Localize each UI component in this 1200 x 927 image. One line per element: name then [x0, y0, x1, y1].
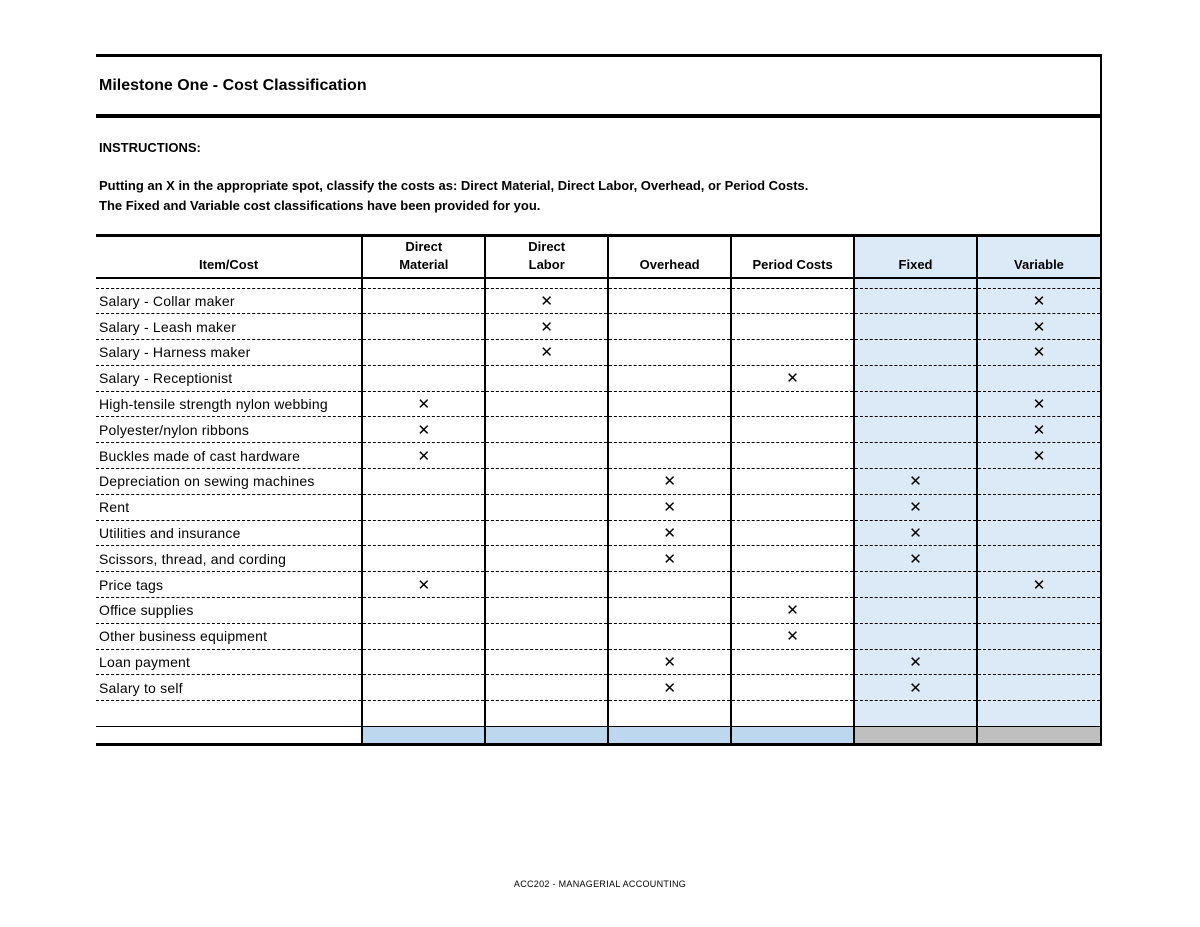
direct-material-cell[interactable] — [362, 314, 485, 340]
x-mark: ✕ — [909, 498, 922, 517]
period-costs-cell[interactable] — [731, 494, 854, 520]
period-costs-cell[interactable] — [731, 623, 854, 649]
x-mark: ✕ — [909, 524, 922, 543]
period-costs-cell[interactable] — [731, 443, 854, 469]
fixed-cell[interactable] — [854, 469, 977, 495]
x-mark: ✕ — [1032, 343, 1046, 362]
fixed-cell[interactable] — [854, 288, 977, 314]
variable-cell[interactable] — [977, 701, 1100, 727]
direct-material-cell[interactable] — [362, 391, 485, 417]
table-row — [96, 417, 1100, 443]
variable-cell[interactable] — [977, 649, 1100, 675]
table-row — [96, 675, 1100, 701]
fixed-cell[interactable] — [854, 649, 977, 675]
x-mark: ✕ — [909, 549, 922, 568]
item-cost-cell[interactable]: Price tags — [96, 572, 362, 598]
instructions-heading: INSTRUCTIONS: — [99, 140, 201, 155]
header-direct-labor — [485, 237, 608, 278]
item-cost-cell[interactable]: High-tensile strength nylon webbing — [96, 391, 362, 417]
table-row — [96, 391, 1100, 417]
overhead-cell[interactable] — [608, 675, 731, 701]
fixed-cell[interactable] — [854, 391, 977, 417]
variable-cell[interactable] — [977, 288, 1100, 314]
table-row — [96, 701, 1100, 727]
x-mark: ✕ — [909, 653, 922, 672]
fixed-cell[interactable] — [854, 340, 977, 366]
fixed-cell[interactable] — [854, 520, 977, 546]
x-mark: ✕ — [786, 627, 799, 646]
fixed-cell[interactable] — [854, 314, 977, 340]
instructions-line-1: Putting an X in the appropriate spot, classify the costs as: Direct Material, Direct Labor, Overhead, or Period Costs. — [99, 178, 809, 193]
direct-labor-cell[interactable] — [485, 469, 608, 495]
variable-cell[interactable] — [977, 469, 1100, 495]
variable-cell[interactable] — [977, 443, 1100, 469]
header-item-cost: Item/Cost — [96, 237, 362, 278]
spacer-cell — [608, 278, 731, 288]
overhead-cell[interactable] — [608, 649, 731, 675]
direct-labor-cell[interactable] — [485, 340, 608, 366]
header-direct-labor-line2: Labor — [528, 257, 565, 272]
x-mark: ✕ — [786, 601, 799, 620]
fixed-cell[interactable] — [854, 365, 977, 391]
direct-labor-cell[interactable] — [485, 598, 608, 624]
item-cost-cell[interactable] — [96, 701, 362, 727]
table-row — [96, 572, 1100, 598]
page-footer: ACC202 - MANAGERIAL ACCOUNTING — [513, 879, 687, 889]
totals-direct-labor-cell — [485, 727, 608, 745]
variable-cell[interactable] — [977, 494, 1100, 520]
item-cost-cell[interactable]: Salary - Collar maker — [96, 288, 362, 314]
fixed-cell[interactable] — [854, 623, 977, 649]
item-cost-cell[interactable]: Rent — [96, 494, 362, 520]
header-direct-material-line2: Material — [399, 257, 449, 272]
spacer-row — [96, 278, 1100, 288]
item-cost-cell[interactable]: Salary - Harness maker — [96, 340, 362, 366]
direct-labor-cell[interactable] — [485, 546, 608, 572]
period-costs-cell[interactable] — [731, 365, 854, 391]
table-row — [96, 288, 1100, 314]
spacer-cell — [731, 278, 854, 288]
table-row — [96, 340, 1100, 366]
overhead-cell[interactable] — [608, 443, 731, 469]
header-variable: Variable — [977, 237, 1100, 278]
fixed-cell[interactable] — [854, 572, 977, 598]
table-row — [96, 494, 1100, 520]
period-costs-cell[interactable] — [731, 546, 854, 572]
variable-cell[interactable] — [977, 340, 1100, 366]
item-cost-cell[interactable]: Office supplies — [96, 598, 362, 624]
x-mark: ✕ — [1032, 291, 1046, 310]
item-cost-cell[interactable]: Scissors, thread, and cording — [96, 546, 362, 572]
variable-cell[interactable] — [977, 675, 1100, 701]
direct-material-cell[interactable] — [362, 365, 485, 391]
table-row — [96, 314, 1100, 340]
variable-cell[interactable] — [977, 520, 1100, 546]
table-row — [96, 365, 1100, 391]
overhead-cell[interactable] — [608, 314, 731, 340]
table-row — [96, 649, 1100, 675]
cost-classification-table — [96, 237, 1100, 746]
x-mark: ✕ — [417, 446, 431, 465]
item-cost-cell[interactable]: Buckles made of cast hardware — [96, 443, 362, 469]
direct-labor-cell[interactable] — [485, 675, 608, 701]
fixed-cell[interactable] — [854, 598, 977, 624]
overhead-cell[interactable] — [608, 469, 731, 495]
period-costs-cell[interactable] — [731, 288, 854, 314]
variable-cell[interactable] — [977, 417, 1100, 443]
overhead-cell[interactable] — [608, 365, 731, 391]
overhead-cell[interactable] — [608, 417, 731, 443]
x-mark: ✕ — [1032, 420, 1046, 439]
overhead-cell[interactable] — [608, 623, 731, 649]
direct-labor-cell[interactable] — [485, 520, 608, 546]
x-mark: ✕ — [663, 498, 676, 517]
header-direct-labor-line1: Direct — [528, 239, 566, 254]
item-cost-cell[interactable]: Depreciation on sewing machines — [96, 469, 362, 495]
worksheet — [96, 54, 1102, 746]
direct-material-cell[interactable] — [362, 288, 485, 314]
spacer-cell — [977, 278, 1100, 288]
spacer-cell — [854, 278, 977, 288]
direct-material-cell[interactable] — [362, 572, 485, 598]
x-mark: ✕ — [540, 291, 553, 310]
table-row — [96, 520, 1100, 546]
totals-label-cell — [96, 727, 362, 745]
overhead-cell[interactable] — [608, 520, 731, 546]
header-period-costs: Period Costs — [731, 237, 854, 278]
direct-material-cell[interactable] — [362, 649, 485, 675]
totals-fixed-cell — [854, 727, 977, 745]
page-title: Milestone One - Cost Classification — [99, 76, 367, 94]
period-costs-cell[interactable] — [731, 675, 854, 701]
overhead-cell[interactable] — [608, 598, 731, 624]
period-costs-cell[interactable] — [731, 391, 854, 417]
overhead-cell[interactable] — [608, 288, 731, 314]
table-row — [96, 598, 1100, 624]
fixed-cell[interactable] — [854, 417, 977, 443]
x-mark: ✕ — [786, 369, 799, 388]
totals-overhead-cell — [608, 727, 731, 745]
x-mark: ✕ — [417, 395, 431, 414]
variable-cell[interactable] — [977, 572, 1100, 598]
period-costs-cell[interactable] — [731, 598, 854, 624]
fixed-cell[interactable] — [854, 546, 977, 572]
x-mark: ✕ — [1032, 395, 1046, 414]
totals-direct-material-cell — [362, 727, 485, 745]
spacer-cell — [362, 278, 485, 288]
fixed-cell[interactable] — [854, 675, 977, 701]
direct-material-cell[interactable] — [362, 443, 485, 469]
fixed-cell[interactable] — [854, 701, 977, 727]
title-row — [96, 57, 1100, 118]
variable-cell[interactable] — [977, 546, 1100, 572]
table-row — [96, 623, 1100, 649]
direct-material-cell[interactable] — [362, 675, 485, 701]
x-mark: ✕ — [663, 524, 676, 543]
variable-cell[interactable] — [977, 391, 1100, 417]
direct-material-cell[interactable] — [362, 417, 485, 443]
totals-row — [96, 727, 1100, 745]
direct-labor-cell[interactable] — [485, 391, 608, 417]
item-cost-cell[interactable]: Other business equipment — [96, 623, 362, 649]
overhead-cell[interactable] — [608, 701, 731, 727]
direct-labor-cell[interactable] — [485, 623, 608, 649]
period-costs-cell[interactable] — [731, 469, 854, 495]
x-mark: ✕ — [909, 678, 922, 697]
x-mark: ✕ — [663, 549, 676, 568]
item-cost-cell[interactable]: Loan payment — [96, 649, 362, 675]
fixed-cell[interactable] — [854, 443, 977, 469]
overhead-cell[interactable] — [608, 494, 731, 520]
direct-labor-cell[interactable] — [485, 443, 608, 469]
item-cost-cell[interactable]: Utilities and insurance — [96, 520, 362, 546]
x-mark: ✕ — [663, 653, 676, 672]
direct-labor-cell[interactable] — [485, 649, 608, 675]
table-row — [96, 546, 1100, 572]
direct-labor-cell[interactable] — [485, 417, 608, 443]
x-mark: ✕ — [663, 472, 676, 491]
x-mark: ✕ — [663, 678, 676, 697]
direct-labor-cell[interactable] — [485, 288, 608, 314]
overhead-cell[interactable] — [608, 572, 731, 598]
item-cost-cell[interactable]: Salary - Receptionist — [96, 365, 362, 391]
totals-period-costs-cell — [731, 727, 854, 745]
direct-material-cell[interactable] — [362, 598, 485, 624]
direct-labor-cell[interactable] — [485, 365, 608, 391]
direct-material-cell[interactable] — [362, 701, 485, 727]
direct-material-cell[interactable] — [362, 469, 485, 495]
overhead-cell[interactable] — [608, 546, 731, 572]
table-row — [96, 469, 1100, 495]
x-mark: ✕ — [909, 472, 922, 491]
x-mark: ✕ — [1032, 446, 1046, 465]
fixed-cell[interactable] — [854, 494, 977, 520]
direct-labor-cell[interactable] — [485, 494, 608, 520]
period-costs-cell[interactable] — [731, 649, 854, 675]
period-costs-cell[interactable] — [731, 701, 854, 727]
spacer-cell — [485, 278, 608, 288]
x-mark: ✕ — [417, 575, 431, 594]
table-row — [96, 443, 1100, 469]
x-mark: ✕ — [540, 343, 553, 362]
direct-material-cell[interactable] — [362, 494, 485, 520]
header-fixed: Fixed — [854, 237, 977, 278]
x-mark: ✕ — [417, 420, 431, 439]
instructions-block — [96, 118, 1100, 237]
direct-material-cell[interactable] — [362, 623, 485, 649]
header-overhead: Overhead — [608, 237, 731, 278]
header-row — [96, 237, 1100, 278]
direct-labor-cell[interactable] — [485, 701, 608, 727]
variable-cell[interactable] — [977, 365, 1100, 391]
overhead-cell[interactable] — [608, 391, 731, 417]
x-mark: ✕ — [540, 317, 553, 336]
period-costs-cell[interactable] — [731, 314, 854, 340]
period-costs-cell[interactable] — [731, 417, 854, 443]
item-cost-cell[interactable]: Salary - Leash maker — [96, 314, 362, 340]
variable-cell[interactable] — [977, 598, 1100, 624]
direct-labor-cell[interactable] — [485, 314, 608, 340]
period-costs-cell[interactable] — [731, 572, 854, 598]
totals-variable-cell — [977, 727, 1100, 745]
period-costs-cell[interactable] — [731, 520, 854, 546]
period-costs-cell[interactable] — [731, 340, 854, 366]
direct-material-cell[interactable] — [362, 340, 485, 366]
x-mark: ✕ — [1032, 575, 1046, 594]
item-cost-cell[interactable]: Polyester/nylon ribbons — [96, 417, 362, 443]
header-direct-material-line1: Direct — [405, 239, 443, 254]
header-direct-material — [362, 237, 485, 278]
direct-labor-cell[interactable] — [485, 572, 608, 598]
variable-cell[interactable] — [977, 623, 1100, 649]
item-cost-cell[interactable]: Salary to self — [96, 675, 362, 701]
direct-material-cell[interactable] — [362, 546, 485, 572]
spacer-cell — [96, 278, 362, 288]
variable-cell[interactable] — [977, 314, 1100, 340]
instructions-line-2: The Fixed and Variable cost classifications have been provided for you. — [99, 198, 541, 213]
x-mark: ✕ — [1032, 317, 1046, 336]
overhead-cell[interactable] — [608, 340, 731, 366]
direct-material-cell[interactable] — [362, 520, 485, 546]
